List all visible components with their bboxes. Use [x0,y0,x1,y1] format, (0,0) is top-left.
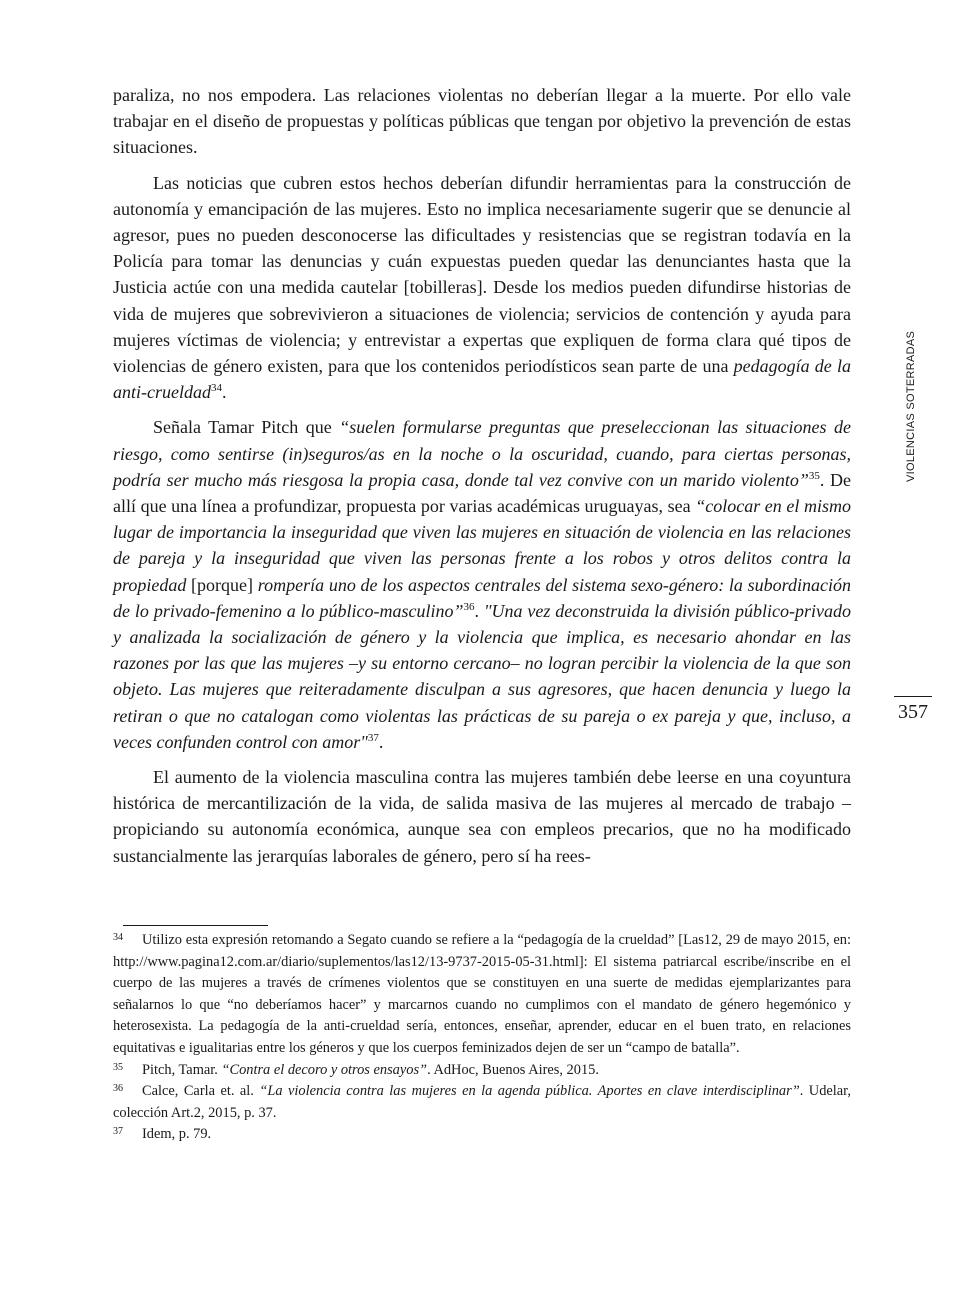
paragraph-3-text-3: [porque] [186,574,258,595]
paragraph-2 [113,170,851,406]
paragraph-3-text-4: . [474,600,484,621]
footnote-ref-35: 35 [808,469,820,482]
paragraph-3-quote-3: rompería uno de los aspectos centrales del sistema sexo-género: la subordinación de lo privado-femenino a lo público-masculino” [113,574,851,621]
paragraph-3-quote-1: “suelen formularse preguntas que preseleccionan las situaciones de riesgo, como sentirse (in)seguros/as en la noche o la oscuridad, cuando, para ciertas personas, podría ser mucho más riesgosa la propia casa, donde tal vez convive con un marido violento” [113,417,851,490]
footnote-text: Calce, Carla et. al. [142,1083,260,1100]
footnote-divider [123,925,268,926]
footnote-text: . AdHoc, Buenos Aires, 2015. [427,1061,599,1078]
paragraph-2-end: . [221,382,227,403]
paragraph-2-text: Las noticias que cubren estos hechos deberían difundir herramientas para la construcción de autonomía y emancipación de las mujeres. Esto no implica necesariamente sugerir que se denuncie al agresor, pues no pueden desconocerse las dificultades y resistencias que se registran todavía en la Policía para tomar las denuncias y cuán expuestas pueden quedar las denunciantes hasta que la Justicia actúe con una medida cautelar [tobilleras]. Desde los medios pueden difundirse historias de vida de mujeres que sobrevivieron a situaciones de violencia; servicios de contención y ayuda para mujeres víctimas de violencia; y entrevistar a expertas que expliquen de forma clara qué tipos de violencias de género existen, para que los contenidos periodísticos sean parte de una [113,172,851,377]
footnote-34: 34 Utilizo esta expresión retomando a Segato cuando se refiere a la “pedagogía de la crueldad” [Las12, 29 de mayo 2015, en: http://www.pagina12.com.ar/diario/suplementos/las12/13-9737-2015-05-31.html]: El sistema patriarcal escribe/inscribe en el cuerpo de las mujeres a través de crímenes violentos que se constituyen en una suerte de medidas ejemplarizantes para señalarnos lo que “no deberíamos hacer” y marcarnos cuando no cumplimos con el mandato de género hegemónico y heterosexista. La pedagogía de la anti-crueldad sería, entonces, enseñar, aprender, educar en el buen trato, en relaciones equitativas e igualitarias entre los géneros y que los cuerpos feminizados dejen de ser un “campo de batalla”. [113,932,851,1056]
footnote-35: 35 Pitch, Tamar. “Contra el decoro y otros ensayos”. AdHoc, Buenos Aires, 2015. [113,1061,599,1078]
footnote-37: 37 Idem, p. 79. [113,1126,212,1143]
footnote-ref-36: 36 [463,600,475,613]
footnote-title: “Contra el decoro y otros ensayos” [221,1061,428,1078]
paragraph-1: paraliza, no nos empodera. Las relaciones violentas no deberían llegar a la muerte. Por ello vale trabajar en el diseño de propuestas y políticas públicas que tengan por objetivo la prevención de estas situaciones. [113,85,851,158]
paragraph-2-italic: pedagogía de la anti-crueldad [113,356,851,403]
footnote-title: “La violencia contra las mujeres en la agenda pública. Aportes en clave interdisciplinar” [259,1083,800,1100]
body-text [113,82,851,878]
paragraph-3-text-5: . [378,731,384,752]
footnote-text: Pitch, Tamar. [142,1061,222,1078]
paragraph-3-quote-2: “colocar en el mismo lugar de importancia la inseguridad que viven las mujeres en situación de violencia en las relaciones de pareja y la inseguridad que viven las personas frente a los robos y otros delitos contra la propiedad [113,496,851,595]
footnote-text: Utilizo esta expresión retomando a Segato cuando se refiere a la “pedagogía de la crueldad” [Las12, 29 de mayo 2015, en: http://www.pagina12.com.ar/diario/suplementos/las12/13-9737-2015-05-31.html]: El sistema patriarcal escribe/inscribe en el cuerpo de las mujeres a través de crímenes violentos que se constituyen en una suerte de medidas ejemplarizantes para señalarnos lo que “no deberíamos hacer” y marcarnos cuando no cumplimos con el mandato de género hegemónico y heterosexista. La pedagogía de la anti-crueldad sería, entonces, enseñar, aprender, educar en el buen trato, en relaciones equitativas e igualitarias entre los géneros y que los cuerpos feminizados dejen de ser un “campo de batalla”. [113,932,851,1056]
paragraph-3-text-2: . De allí que una línea a profundizar, propuesta por varias académicas uruguayas, sea [113,469,851,517]
footnotes [113,930,851,1146]
footnote-ref-37: 37 [367,731,379,744]
footnote-text: Idem, p. 79. [142,1126,212,1143]
paragraph-3-text-1: Señala Tamar Pitch que [153,417,340,438]
running-header: VIOLENCIAS SOTERRADAS [905,330,917,482]
footnote-36: 36 Calce, Carla et. al. “La violencia contra las mujeres en la agenda pública. Aportes en clave interdisciplinar”. Udelar, colección Art.2, 2015, p. 37. [113,1083,851,1121]
paragraph-3-quote-4: "Una vez deconstruida la división público-privado y analizada la socialización de género y la violencia que implica, es necesario ahondar en las razones por las que las mujeres –y su entorno cercano– no logran percibir la violencia de la que son objeto. Las mujeres que reiteradamente disculpan a sus agresores, que hacen denuncia y luego la retiran o que no catalogan como violentas las prácticas de su pareja o ex pareja y que, incluso, a veces confunden control con amor" [113,600,852,752]
page-number: 357 [894,696,932,724]
paragraph-3 [113,414,851,755]
footnote-ref-34: 34 [210,382,222,395]
footnote-text: . Udelar, colección Art.2, 2015, p. 37. [113,1083,851,1121]
paragraph-4: El aumento de la violencia masculina contra las mujeres también debe leerse en una coyuntura histórica de mercantilización de la vida, de salida masiva de las mujeres al mercado de trabajo –propiciando su autonomía económica, aunque sea con empleos precarios, que no ha modificado sustancialmente las jerarquías laborales de género, pero sí ha rees- [113,767,851,866]
